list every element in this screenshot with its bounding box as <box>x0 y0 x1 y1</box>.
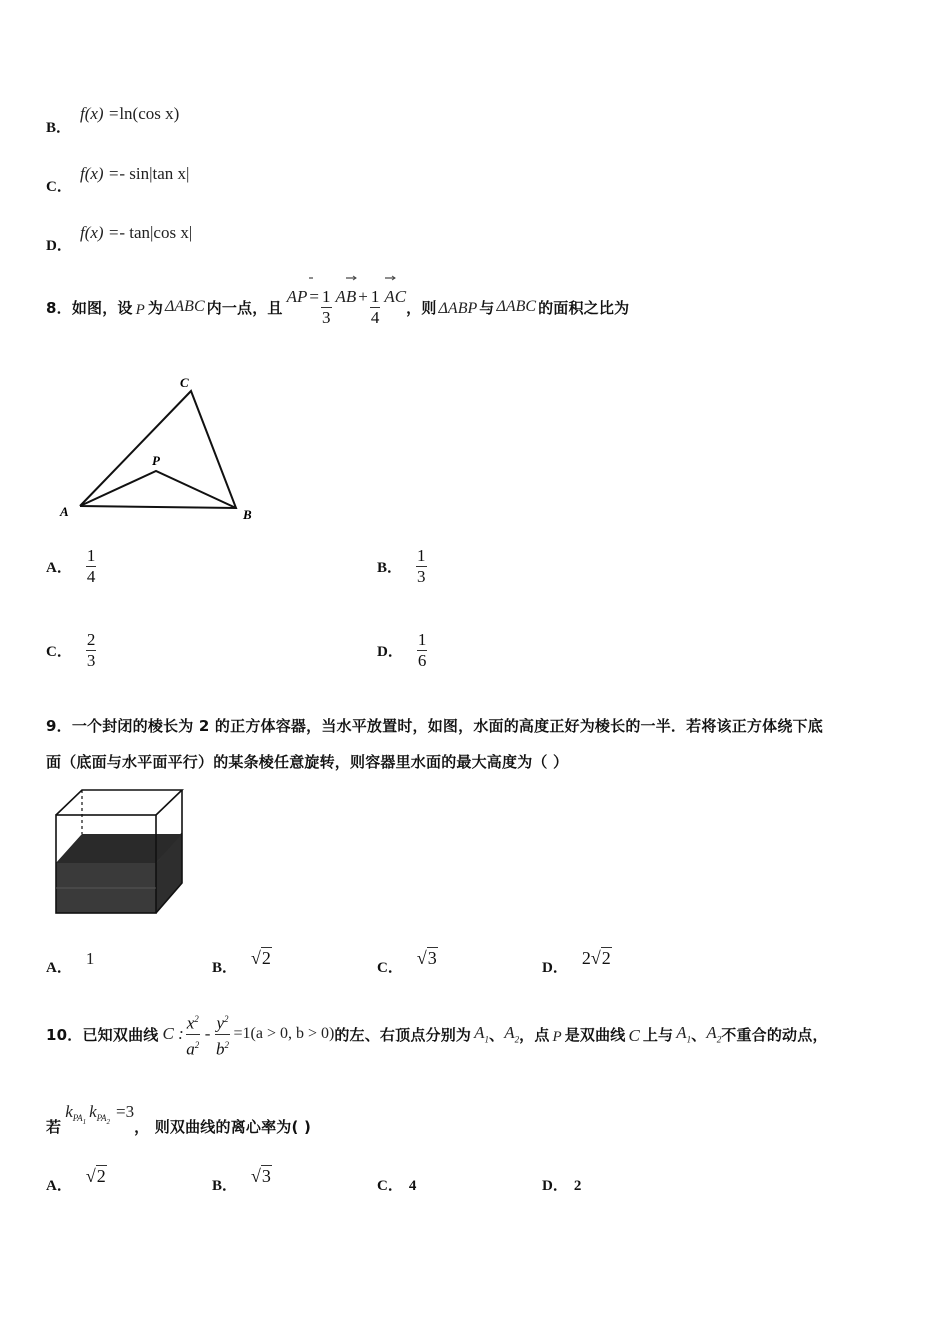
q10-option-b: B． √3 <box>212 1166 271 1194</box>
q10-option-d: D． 2 <box>542 1178 582 1194</box>
fraction-y2-b2: $\frac{y^2}{b^2}$ <box>215 1009 229 1059</box>
q9-option-a: A． 1 <box>46 949 95 976</box>
cube-top-edges <box>56 790 182 815</box>
q10-option-a: A． √2 <box>46 1166 106 1194</box>
triangle-figure <box>50 368 280 528</box>
q8-option-a: A． $\frac{1}{4}$ <box>46 546 96 586</box>
vector-ab: AB <box>335 287 357 306</box>
point-p-label: P <box>152 453 160 468</box>
option-b-label: B． <box>46 120 72 136</box>
option-d-label: D． <box>46 238 72 254</box>
fraction-one-quarter: $\frac{1}{4}$ <box>370 286 380 327</box>
fraction-one-third: $\frac{1}{3}$ <box>322 286 331 327</box>
option-b-formula: f(x) =ln(cos x) <box>80 104 180 123</box>
q9-option-c: C． √3 <box>377 948 437 976</box>
triangle-abc <box>80 391 236 508</box>
option-d-formula: f(x) =- tan|cos x| <box>80 223 193 242</box>
question-8-stem: 8．如图，设 P 为 ΔABC 内一点，且 AP = $\frac{1}{3}$ AB + $\frac{1}{4}$ AC ，则 ΔABP 与 ΔABC 的面积之比为 <box>46 286 630 327</box>
option-c-label: C． <box>46 179 72 195</box>
vertex-b-label: B <box>243 507 252 522</box>
q9-option-d: D． 2√2 <box>542 948 611 976</box>
vector-ap: AP <box>286 287 308 306</box>
q8-option-c: C． $\frac{2}{3}$ <box>46 630 96 670</box>
cube-figure <box>52 786 188 918</box>
q8-option-d: D． $\frac{1}{6}$ <box>377 630 427 670</box>
fraction-x2-a2: $\frac{x^2}{a^2}$ <box>186 1009 200 1059</box>
segments-ap-bp <box>80 471 236 508</box>
option-c-formula: f(x) =- sin|tan x| <box>80 164 190 183</box>
question-10-line-2: 若 $k_{PA_1}$ $k_{PA_2}$ =3 ， 则双曲线的离心率为( ) <box>46 1101 312 1136</box>
question-9-line-1: 9．一个封闭的棱长为 2 的正方体容器，当水平放置时，如图，水面的高度正好为棱长的一半．若将该正方体绕下底 <box>46 717 823 735</box>
vector-arrow-marks <box>0 0 950 300</box>
question-9-line-2: 面（底面与水平面平行）的某条棱任意旋转，则容器里水面的最大高度为（ ） <box>46 753 569 771</box>
q9-option-b: B． √2 <box>212 948 271 976</box>
question-10-line-1: 10．已知双曲线 C : $\frac{x^2}{a^2}$ - $\frac{y^2}{b^2}$ =1(a > 0, b > 0) 的左、右顶点分别为 $A_1$ 、 $A_2$ ，点 P 是双曲线 C 上与 $A_1$ 、 $A_2$ 不重合的动点， <box>46 1006 828 1062</box>
q10-option-c: C． 4 <box>377 1178 417 1194</box>
vector-ac: AC <box>384 287 407 306</box>
vertex-a-label: A <box>60 504 69 519</box>
q8-option-b: B． $\frac{1}{3}$ <box>377 546 426 586</box>
vertex-c-label: C <box>180 375 189 390</box>
